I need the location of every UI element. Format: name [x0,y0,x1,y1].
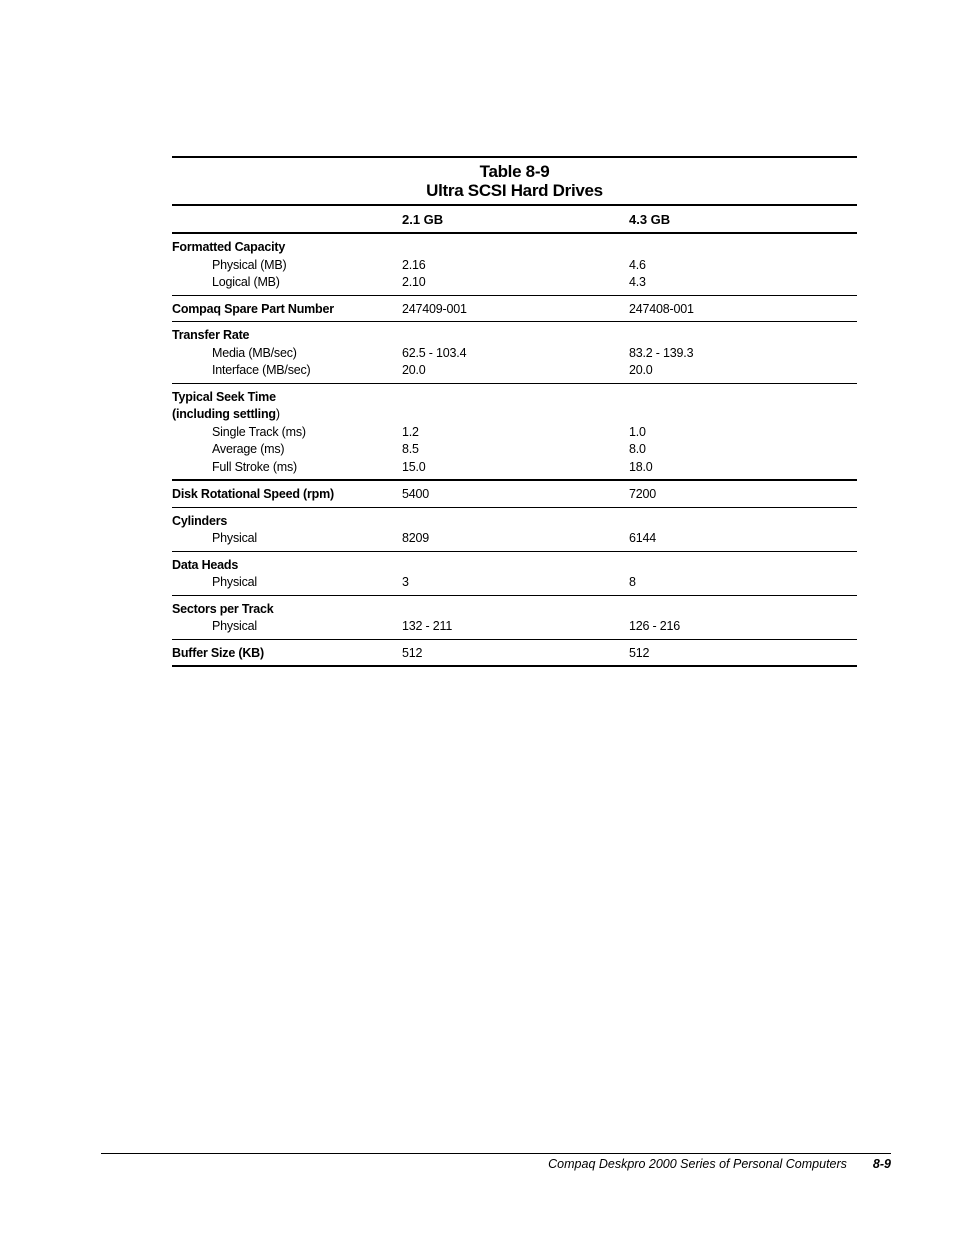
group-subheading [172,406,280,423]
row-value-4-3gb: 512 [629,645,650,660]
row-value-2-1gb: 5400 [402,487,430,501]
row-value-4-3gb: 126 - 216 [629,619,681,633]
table-row [172,301,857,319]
row-label: Full Stroke (ms) [212,459,298,474]
row-value-4-3gb: 8 [629,575,636,589]
group-heading: Typical Seek Time [172,389,276,404]
footer-title: Compaq Deskpro 2000 Series of Personal Computers [548,1157,847,1171]
table-row [172,618,857,636]
group-heading: Sectors per Track [172,601,274,616]
row-value-2-1gb: 15.0 [402,459,426,474]
group-heading-row [172,601,857,619]
group-heading: Compaq Spare Part Number [172,301,334,316]
group-heading: Cylinders [172,513,228,528]
table-row [172,257,857,275]
group-heading-row [172,406,857,424]
row-label: Physical [212,531,257,545]
row-value-4-3gb: 8.0 [629,442,646,456]
row-label: Physical [212,619,257,633]
group-heading: Transfer Rate [172,328,250,342]
row-value-2-1gb: 8209 [402,531,430,545]
group-rotational-speed [172,481,857,507]
group-data-heads [172,552,857,595]
table-row [172,645,857,663]
group-heading-row [172,513,857,531]
row-value-4-3gb: 20.0 [629,363,653,377]
group-formatted-capacity [172,234,857,295]
row-value-4-3gb: 83.2 - 139.3 [629,345,694,360]
group-transfer-rate [172,322,857,383]
table-row [172,424,857,442]
table-bottom-rule [172,665,857,667]
group-typical-seek-time [172,384,857,480]
row-value-2-1gb: 3 [402,575,409,589]
table-row [172,274,857,292]
row-value-2-1gb: 132 - 211 [402,619,453,633]
row-value-4-3gb: 1.0 [629,424,646,439]
group-heading-row [172,557,857,575]
row-label: Interface (MB/sec) [212,363,311,377]
table-row [172,574,857,592]
column-header-4-3gb: 4.3 GB [629,212,671,227]
table-row [172,530,857,548]
table-row [172,345,857,363]
row-value-4-3gb: 4.6 [629,257,646,272]
group-heading: Formatted Capacity [172,240,286,254]
table-row [172,441,857,459]
row-value-4-3gb: 18.0 [629,459,653,474]
footer-rule [101,1153,891,1154]
row-label: Single Track (ms) [212,424,306,439]
table-title: Ultra SCSI Hard Drives [426,181,603,200]
page-number: 8-9 [872,1157,891,1171]
group-subheading-bold: (including settling [172,407,276,421]
row-label: Media (MB/sec) [212,345,297,360]
table-number: Table 8-9 [479,162,550,181]
column-header-2-1gb: 2.1 GB [402,212,444,227]
group-cylinders [172,508,857,551]
row-value-2-1gb: 8.5 [402,442,419,456]
row-value-4-3gb: 247408-001 [629,301,694,316]
row-value-2-1gb: 1.2 [402,424,419,439]
row-label: Average (ms) [212,442,285,456]
group-heading-row [172,327,857,345]
row-label: Logical (MB) [212,275,280,289]
page-footer [101,1157,891,1171]
group-sectors-per-track [172,596,857,639]
row-label: Physical (MB) [212,257,287,272]
table-row [172,459,857,477]
row-value-2-1gb: 512 [402,645,423,660]
group-heading-row [172,389,857,407]
group-heading: Buffer Size (KB) [172,645,264,660]
group-spare-part-number [172,296,857,322]
row-value-2-1gb: 2.10 [402,275,426,289]
group-subheading-suffix: ) [275,407,280,421]
row-value-2-1gb: 62.5 - 103.4 [402,345,467,360]
row-label: Physical [212,575,257,589]
table-row [172,362,857,380]
row-value-4-3gb: 4.3 [629,275,646,289]
table-row [172,486,857,504]
row-value-4-3gb: 6144 [629,531,657,545]
row-value-4-3gb: 7200 [629,487,657,501]
spec-table [172,156,857,667]
group-heading: Disk Rotational Speed (rpm) [172,487,334,501]
row-value-2-1gb: 247409-001 [402,301,467,316]
group-heading-row [172,239,857,257]
row-value-2-1gb: 20.0 [402,363,426,377]
group-heading: Data Heads [172,557,239,572]
table-caption [172,158,857,204]
column-header-row [172,206,857,232]
group-buffer-size [172,640,857,666]
row-value-2-1gb: 2.16 [402,257,426,272]
